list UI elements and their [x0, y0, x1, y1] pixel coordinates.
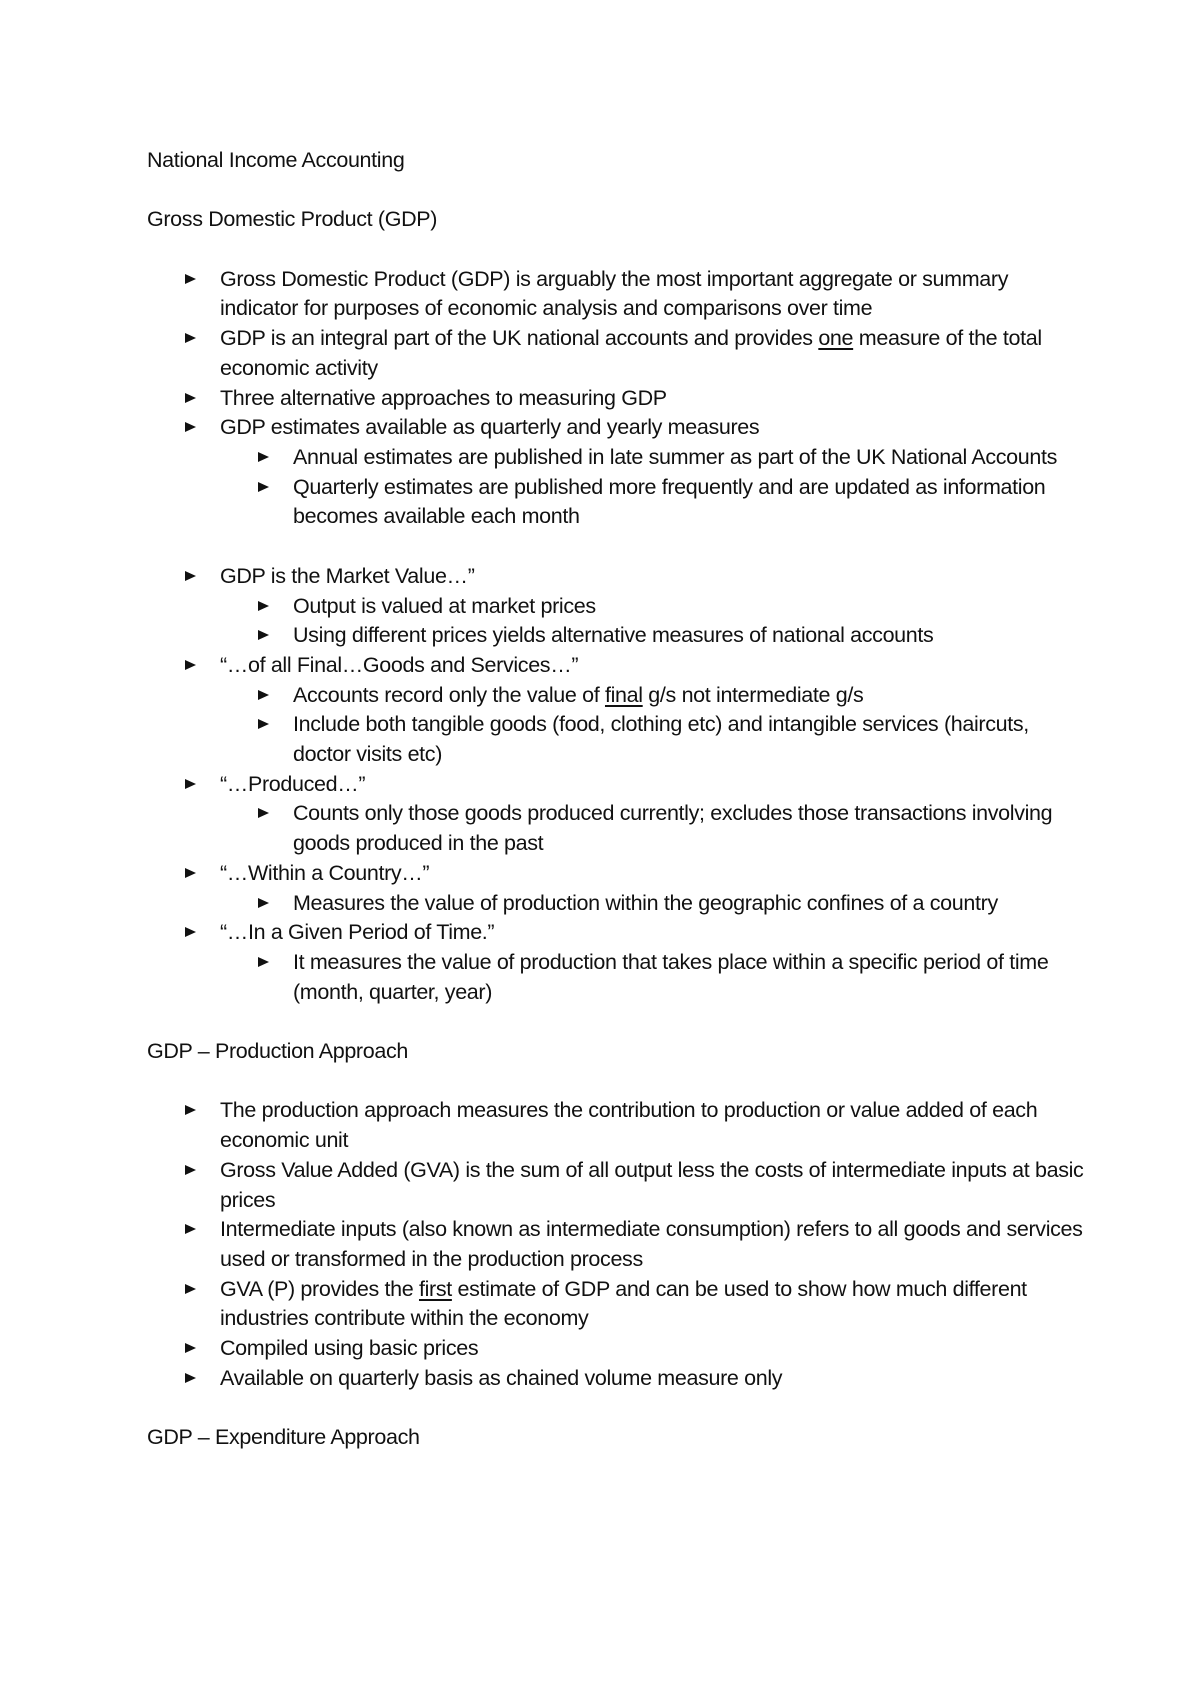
- sub-list-item: Output is valued at market prices: [147, 592, 1087, 622]
- list-item: “…of all Final…Goods and Services…”: [147, 651, 1087, 681]
- arrow-bullet-icon: [185, 393, 196, 403]
- arrow-bullet-icon: [258, 957, 269, 967]
- arrow-bullet-icon: [258, 601, 269, 611]
- list-item: “…Within a Country…”: [147, 859, 1087, 889]
- list-item: Three alternative approaches to measuring GDP: [147, 384, 1087, 414]
- arrow-bullet-icon: [258, 898, 269, 908]
- sub-list-item: Using different prices yields alternative measures of national accounts: [147, 621, 1087, 651]
- sub-list-item: Accounts record only the value of final g/s not intermediate g/s: [147, 681, 1087, 711]
- arrow-bullet-icon: [185, 868, 196, 878]
- arrow-bullet-icon: [258, 452, 269, 462]
- arrow-bullet-icon: [185, 571, 196, 581]
- list-item: Intermediate inputs (also known as intermediate consumption) refers to all goods and services used or transformed in the production process: [147, 1215, 1087, 1274]
- section-heading-production: GDP – Production Approach: [147, 1039, 408, 1064]
- arrow-bullet-icon: [185, 779, 196, 789]
- list-item: GDP is an integral part of the UK national accounts and provides one measure of the total economic activity: [147, 324, 1087, 383]
- arrow-bullet-icon: [258, 808, 269, 818]
- arrow-bullet-icon: [185, 333, 196, 343]
- section-heading-expenditure: GDP – Expenditure Approach: [147, 1425, 420, 1450]
- arrow-bullet-icon: [185, 422, 196, 432]
- list-item: The production approach measures the contribution to production or value added of each economic unit: [147, 1096, 1087, 1155]
- section-heading-gdp: Gross Domestic Product (GDP): [147, 207, 438, 232]
- list-item: “…Produced…”: [147, 770, 1087, 800]
- arrow-bullet-icon: [185, 1224, 196, 1234]
- arrow-bullet-icon: [258, 690, 269, 700]
- arrow-bullet-icon: [258, 630, 269, 640]
- sub-list-item: It measures the value of production that takes place within a specific period of time (month, quarter, year): [147, 948, 1087, 1007]
- list-item: GDP is the Market Value…”: [147, 562, 1087, 592]
- sub-list-item: Annual estimates are published in late summer as part of the UK National Accounts: [147, 443, 1087, 473]
- list-item: GVA (P) provides the first estimate of GDP and can be used to show how much different industries contribute within the economy: [147, 1275, 1087, 1334]
- sub-list-item: Measures the value of production within the geographic confines of a country: [147, 889, 1087, 919]
- arrow-bullet-icon: [185, 1105, 196, 1115]
- arrow-bullet-icon: [185, 1373, 196, 1383]
- list-item: Gross Domestic Product (GDP) is arguably the most important aggregate or summary indicator for purposes of economic analysis and comparisons over time: [147, 265, 1087, 324]
- arrow-bullet-icon: [185, 927, 196, 937]
- sub-list-item: Counts only those goods produced currently; excludes those transactions involving goods produced in the past: [147, 799, 1087, 858]
- arrow-bullet-icon: [185, 1343, 196, 1353]
- sub-list-item: Include both tangible goods (food, clothing etc) and intangible services (haircuts, doctor visits etc): [147, 710, 1087, 769]
- arrow-bullet-icon: [258, 482, 269, 492]
- arrow-bullet-icon: [185, 660, 196, 670]
- list-item: GDP estimates available as quarterly and yearly measures: [147, 413, 1087, 443]
- arrow-bullet-icon: [258, 719, 269, 729]
- list-item: Compiled using basic prices: [147, 1334, 1087, 1364]
- arrow-bullet-icon: [185, 274, 196, 284]
- arrow-bullet-icon: [185, 1284, 196, 1294]
- list-item: Available on quarterly basis as chained volume measure only: [147, 1364, 1087, 1394]
- document-body: [147, 146, 1087, 1453]
- document-title: National Income Accounting: [147, 148, 405, 172]
- sub-list-item: Quarterly estimates are published more frequently and are updated as information becomes available each month: [147, 473, 1087, 532]
- list-item: “…In a Given Period of Time.”: [147, 918, 1087, 948]
- list-item: Gross Value Added (GVA) is the sum of all output less the costs of intermediate inputs at basic prices: [147, 1156, 1087, 1215]
- arrow-bullet-icon: [185, 1165, 196, 1175]
